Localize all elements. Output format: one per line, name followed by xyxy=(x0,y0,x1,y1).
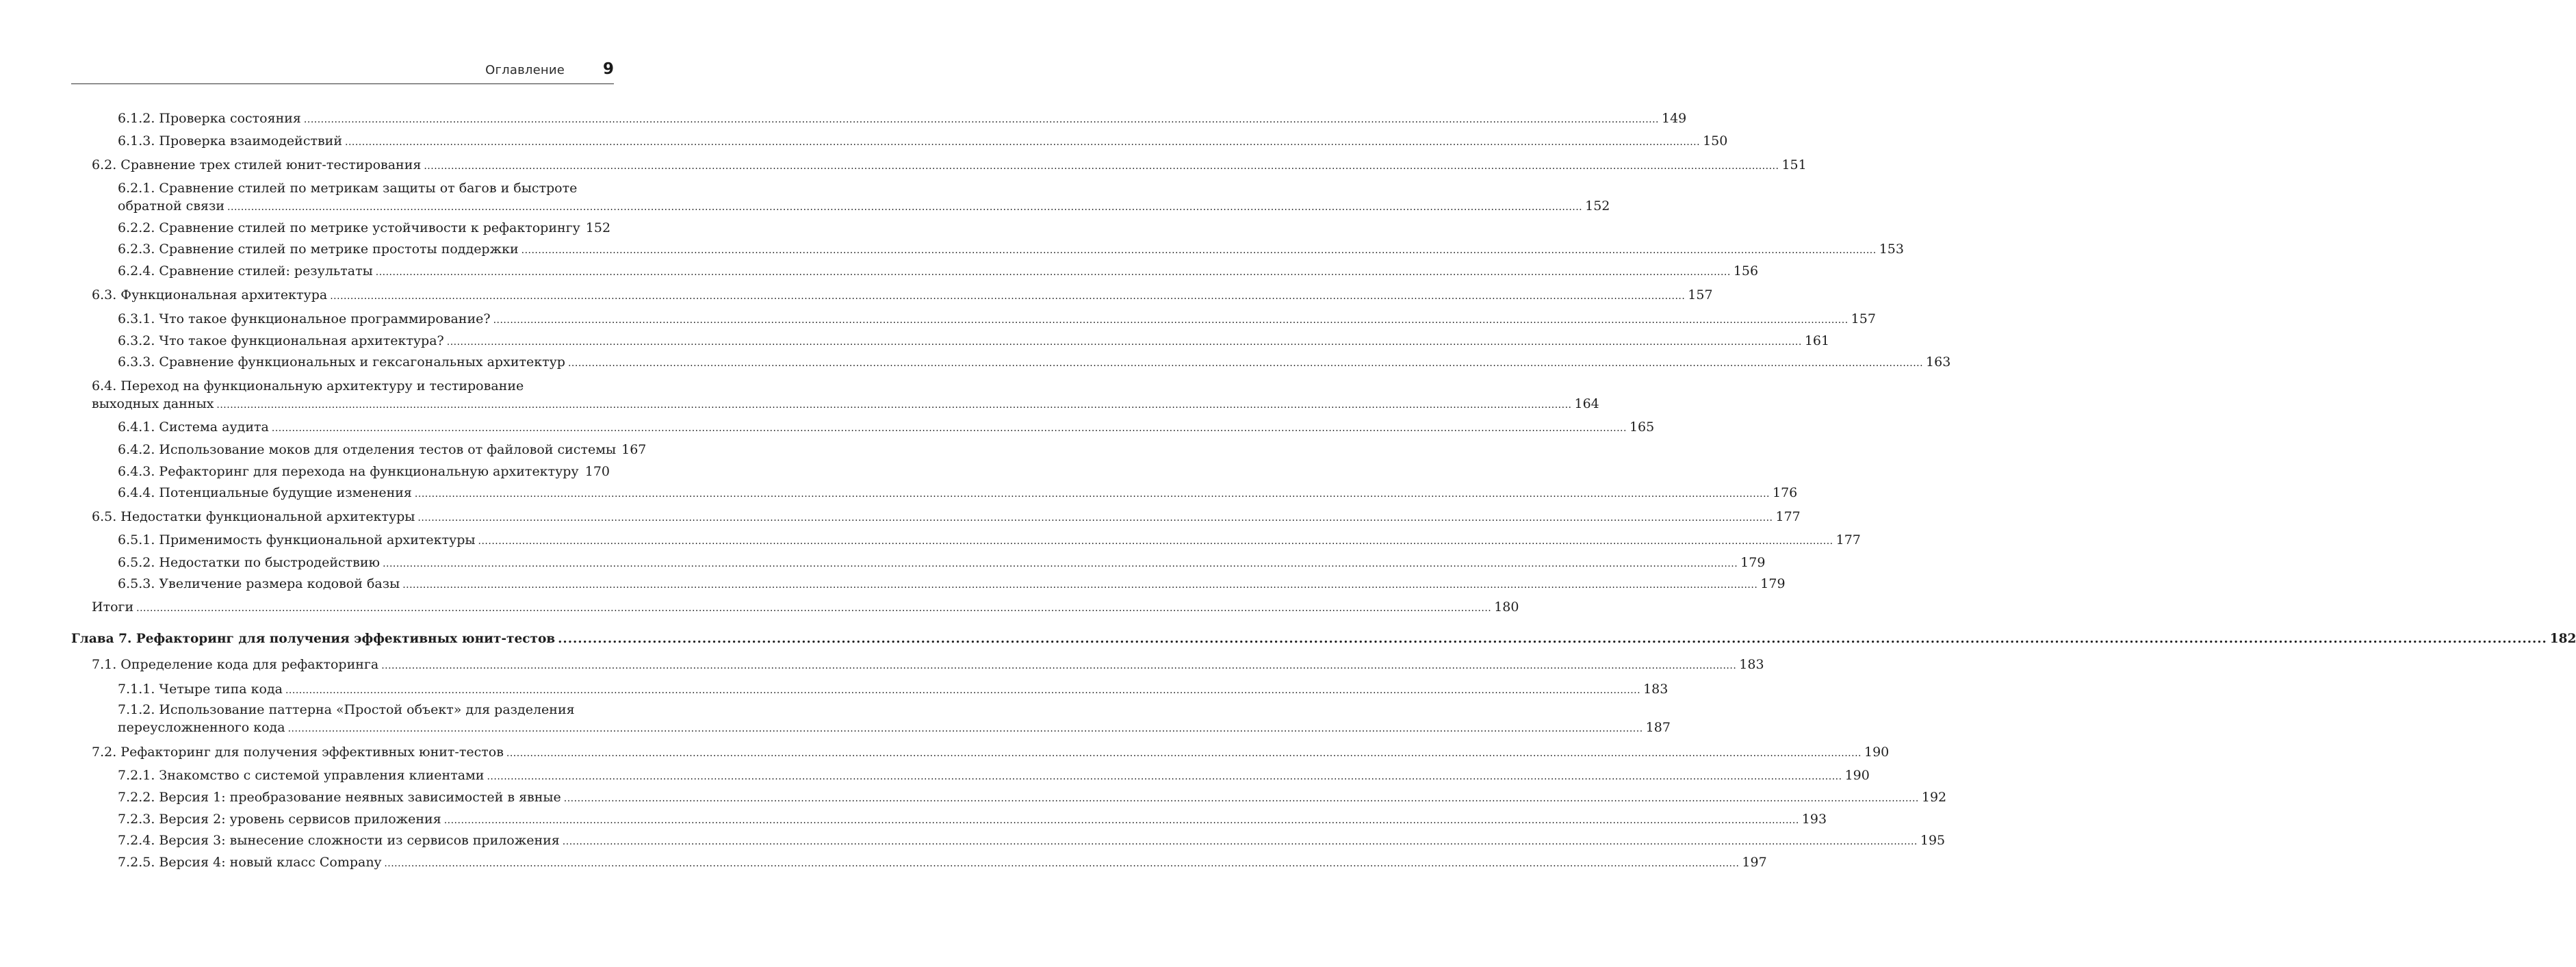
toc-page-number: 179 xyxy=(1760,576,1786,591)
toc-entry-title: 7.2. Рефакторинг для получения эффективных юнит-тестов xyxy=(92,745,504,760)
toc-page-number: 197 xyxy=(1742,855,1767,870)
toc-section-entry xyxy=(92,656,1764,675)
toc-entry-title: 6.1.2. Проверка состояния xyxy=(118,111,301,126)
page-number: 9 xyxy=(602,60,614,78)
toc-page-number: 193 xyxy=(1801,812,1827,827)
toc-entry-title: 6.2.4. Сравнение стилей: результаты xyxy=(118,263,373,279)
toc-entry-title: 7.2.5. Версия 4: новый класс Company xyxy=(118,855,382,870)
toc-subsection-entry xyxy=(118,575,1786,594)
toc-page-number: 157 xyxy=(1688,287,1713,302)
dot-leader: ................................................................................................................................................................................................................................................................................................................................................................................................................ xyxy=(287,723,1643,734)
dot-leader: ................................................................................................................................................................................................................................................................................................................................................................................................................ xyxy=(285,685,1641,696)
toc-page-number: 192 xyxy=(1921,790,1947,805)
toc-entry-title: 6.5.3. Увеличение размера кодовой базы xyxy=(118,576,400,591)
toc-page-number: 164 xyxy=(1574,396,1599,411)
toc-page-number: 163 xyxy=(1926,354,1951,370)
dot-leader: ................................................................................................................................................................................................................................................................................................................................................................................................................ xyxy=(414,489,1770,500)
toc-entry-title: Итоги xyxy=(92,599,134,615)
toc-entry-title: 6.1.3. Проверка взаимодействий xyxy=(118,133,342,149)
toc-entry-title: Глава 7. Рефакторинг для получения эффективных юнит-тестов xyxy=(71,632,556,646)
dot-leader: ................................................................................................................................................................................................................................................................................................................................................................................................................ xyxy=(506,748,1862,759)
toc-subsection-entry xyxy=(118,219,610,238)
toc-subsection-entry xyxy=(118,441,647,460)
toc-subsection-entry xyxy=(118,262,1759,281)
toc-subsection-entry xyxy=(118,701,1671,738)
toc-page-number: 151 xyxy=(1781,157,1807,172)
toc-page-number: 152 xyxy=(1585,198,1610,214)
toc-page-number: 176 xyxy=(1773,485,1798,500)
toc-section-entry xyxy=(92,508,1801,527)
toc-subsection-entry xyxy=(118,766,1870,786)
toc-subsection-entry xyxy=(118,310,1876,329)
toc-page-number: 182 xyxy=(2549,632,2576,646)
dot-leader: ................................................................................................................................................................................................................................................................................................................................................................................................................ xyxy=(271,423,1627,434)
toc-subsection-entry xyxy=(118,680,1669,699)
toc-entry-title: 7.1.2. Использование паттерна «Простой объект» для разделения xyxy=(118,702,575,717)
toc-entry-title: 6.3. Функциональная архитектура xyxy=(92,287,328,302)
toc-entry-title: 6.4.1. Система аудита xyxy=(118,420,269,435)
toc-subsection-entry xyxy=(118,353,1951,372)
dot-leader: ................................................................................................................................................................................................................................................................................................................................................................................................................ xyxy=(521,245,1877,256)
toc-page-number: 152 xyxy=(585,220,611,235)
toc-entry-title: 7.2.4. Версия 3: вынесение сложности из сервисов приложения xyxy=(118,833,560,848)
toc-entry-title: 6.4.4. Потенциальные будущие изменения xyxy=(118,485,412,500)
toc-section-entry xyxy=(92,156,1807,175)
toc-subsection-entry xyxy=(118,853,1767,873)
dot-leader: ................................................................................................................................................................................................................................................................................................................................................................................................................ xyxy=(417,513,1773,524)
toc-section-entry xyxy=(92,598,1519,617)
toc-page-number: 195 xyxy=(1920,833,1946,848)
toc-page-number: 190 xyxy=(1844,768,1870,783)
dot-leader: ................................................................................................................................................................................................................................................................................................................................................................................................................ xyxy=(478,536,1833,547)
toc-page-number: 177 xyxy=(1836,532,1861,547)
toc-page-number: 180 xyxy=(1494,599,1519,615)
toc-entry-title: 6.3.1. Что такое функциональное программирование? xyxy=(118,311,491,326)
toc-page-number: 177 xyxy=(1775,509,1801,524)
toc-page-number: 167 xyxy=(621,442,647,457)
dot-leader: ................................................................................................................................................................................................................................................................................................................................................................................................................ xyxy=(136,603,1492,614)
toc-page-number: 190 xyxy=(1864,745,1890,760)
toc-page-number: 153 xyxy=(1879,242,1904,257)
toc-entry-title: 7.2.2. Версия 1: преобразование неявных зависимостей в явные xyxy=(118,790,561,805)
toc-page-number: 187 xyxy=(1645,720,1671,735)
toc-entry-title: 6.2.2. Сравнение стилей по метрике устойчивости к рефакторингу xyxy=(118,220,580,235)
dot-leader: ................................................................................................................................................................................................................................................................................................................................................................................................................ xyxy=(227,202,1583,213)
toc-page-number: 183 xyxy=(1643,682,1669,697)
dot-leader: ................................................................................................................................................................................................................................................................................................................................................................................................................ xyxy=(446,337,1802,348)
toc-subsection-entry xyxy=(118,484,1798,503)
toc-subsection-entry xyxy=(118,531,1861,550)
toc-subsection-entry xyxy=(118,463,610,482)
dot-leader: ................................................................................................................................................................................................................................................................................................................................................................................................................ xyxy=(303,114,1659,125)
dot-leader: ................................................................................................................................................................................................................................................................................................................................................................................................................ xyxy=(558,632,2547,646)
toc-subsection-entry xyxy=(118,810,1827,829)
dot-leader: ................................................................................................................................................................................................................................................................................................................................................................................................................ xyxy=(383,558,1738,569)
running-header-title: Оглавление xyxy=(485,63,565,77)
dot-leader: ................................................................................................................................................................................................................................................................................................................................................................................................................ xyxy=(493,315,1849,326)
dot-leader: ................................................................................................................................................................................................................................................................................................................................................................................................................ xyxy=(345,137,1701,148)
toc-page-number: 150 xyxy=(1703,133,1728,149)
toc-entry-title: 6.2. Сравнение трех стилей юнит-тестирования xyxy=(92,157,422,172)
toc-entry-title: 6.5. Недостатки функциональной архитектуры xyxy=(92,509,415,524)
toc-section-entry xyxy=(92,377,1599,414)
toc-page-number: 170 xyxy=(584,464,610,479)
toc-entry-title-continued: переусложненного кода xyxy=(118,720,285,735)
toc-subsection-entry xyxy=(118,132,1728,151)
dot-leader: ................................................................................................................................................................................................................................................................................................................................................................................................................ xyxy=(567,358,1924,369)
toc-subsection-entry xyxy=(118,418,1655,437)
dot-leader: ................................................................................................................................................................................................................................................................................................................................................................................................................ xyxy=(563,793,1919,804)
toc-entry-title-continued: обратной связи xyxy=(118,198,225,214)
dot-leader: ................................................................................................................................................................................................................................................................................................................................................................................................................ xyxy=(402,580,1758,591)
toc-entry-title: 6.2.3. Сравнение стилей по метрике простоты поддержки xyxy=(118,242,519,257)
toc-subsection-entry xyxy=(118,109,1687,129)
toc-page-number: 156 xyxy=(1733,263,1759,279)
dot-leader: ................................................................................................................................................................................................................................................................................................................................................................................................................ xyxy=(375,267,1731,278)
toc-entry-title: 6.3.3. Сравнение функциональных и гексагональных архитектур xyxy=(118,354,565,370)
toc-entry-title: 7.1.1. Четыре типа кода xyxy=(118,682,283,697)
toc-entry-title: 6.4.2. Использование моков для отделения тестов от файловой системы xyxy=(118,442,617,457)
toc-entry-title: 7.1. Определение кода для рефакторинга xyxy=(92,657,379,672)
toc-entry-title: 6.4. Переход на функциональную архитектуру и тестирование xyxy=(92,378,524,394)
toc-subsection-entry xyxy=(118,240,1904,259)
toc-page-number: 157 xyxy=(1851,311,1876,326)
toc-page-number: 149 xyxy=(1662,111,1687,126)
toc-subsection-entry xyxy=(118,179,1610,216)
dot-leader: ................................................................................................................................................................................................................................................................................................................................................................................................................ xyxy=(443,815,1799,826)
toc-page-number: 161 xyxy=(1804,333,1830,348)
dot-leader: ................................................................................................................................................................................................................................................................................................................................................................................................................ xyxy=(381,660,1737,671)
dot-leader: ................................................................................................................................................................................................................................................................................................................................................................................................................ xyxy=(384,858,1740,869)
toc-entry-title: 6.5.2. Недостатки по быстродействию xyxy=(118,555,381,570)
toc-page-number: 179 xyxy=(1740,555,1766,570)
toc-subsection-entry xyxy=(118,788,1947,808)
dot-leader: ................................................................................................................................................................................................................................................................................................................................................................................................................ xyxy=(487,771,1842,782)
toc-subsection-entry xyxy=(118,831,1946,851)
toc-entry-title-continued: выходных данных xyxy=(92,396,214,411)
dot-leader: ................................................................................................................................................................................................................................................................................................................................................................................................................ xyxy=(330,291,1686,302)
toc-page-number: 165 xyxy=(1629,420,1655,435)
toc-chapter-entry xyxy=(71,630,2576,648)
toc-entry-title: 6.2.1. Сравнение стилей по метрикам защиты от багов и быстроте xyxy=(118,181,578,196)
toc-entry-title: 6.4.3. Рефакторинг для перехода на функциональную архитектуру xyxy=(118,464,579,479)
toc-entry-title: 7.2.1. Знакомство с системой управления клиентами xyxy=(118,768,485,783)
toc-entry-title: 6.5.1. Применимость функциональной архитектуры xyxy=(118,532,476,547)
toc-section-entry xyxy=(92,286,1713,305)
toc-section-entry xyxy=(92,743,1890,762)
dot-leader: ................................................................................................................................................................................................................................................................................................................................................................................................................ xyxy=(562,836,1918,847)
toc-entry-title: 6.3.2. Что такое функциональная архитектура? xyxy=(118,333,444,348)
toc-subsection-entry xyxy=(118,554,1766,573)
toc-entry-title: 7.2.3. Версия 2: уровень сервисов приложения xyxy=(118,812,441,827)
dot-leader: ................................................................................................................................................................................................................................................................................................................................................................................................................ xyxy=(424,161,1779,172)
dot-leader: ................................................................................................................................................................................................................................................................................................................................................................................................................ xyxy=(216,400,1572,411)
toc-page-number: 183 xyxy=(1739,657,1764,672)
toc-subsection-entry xyxy=(118,332,1830,351)
